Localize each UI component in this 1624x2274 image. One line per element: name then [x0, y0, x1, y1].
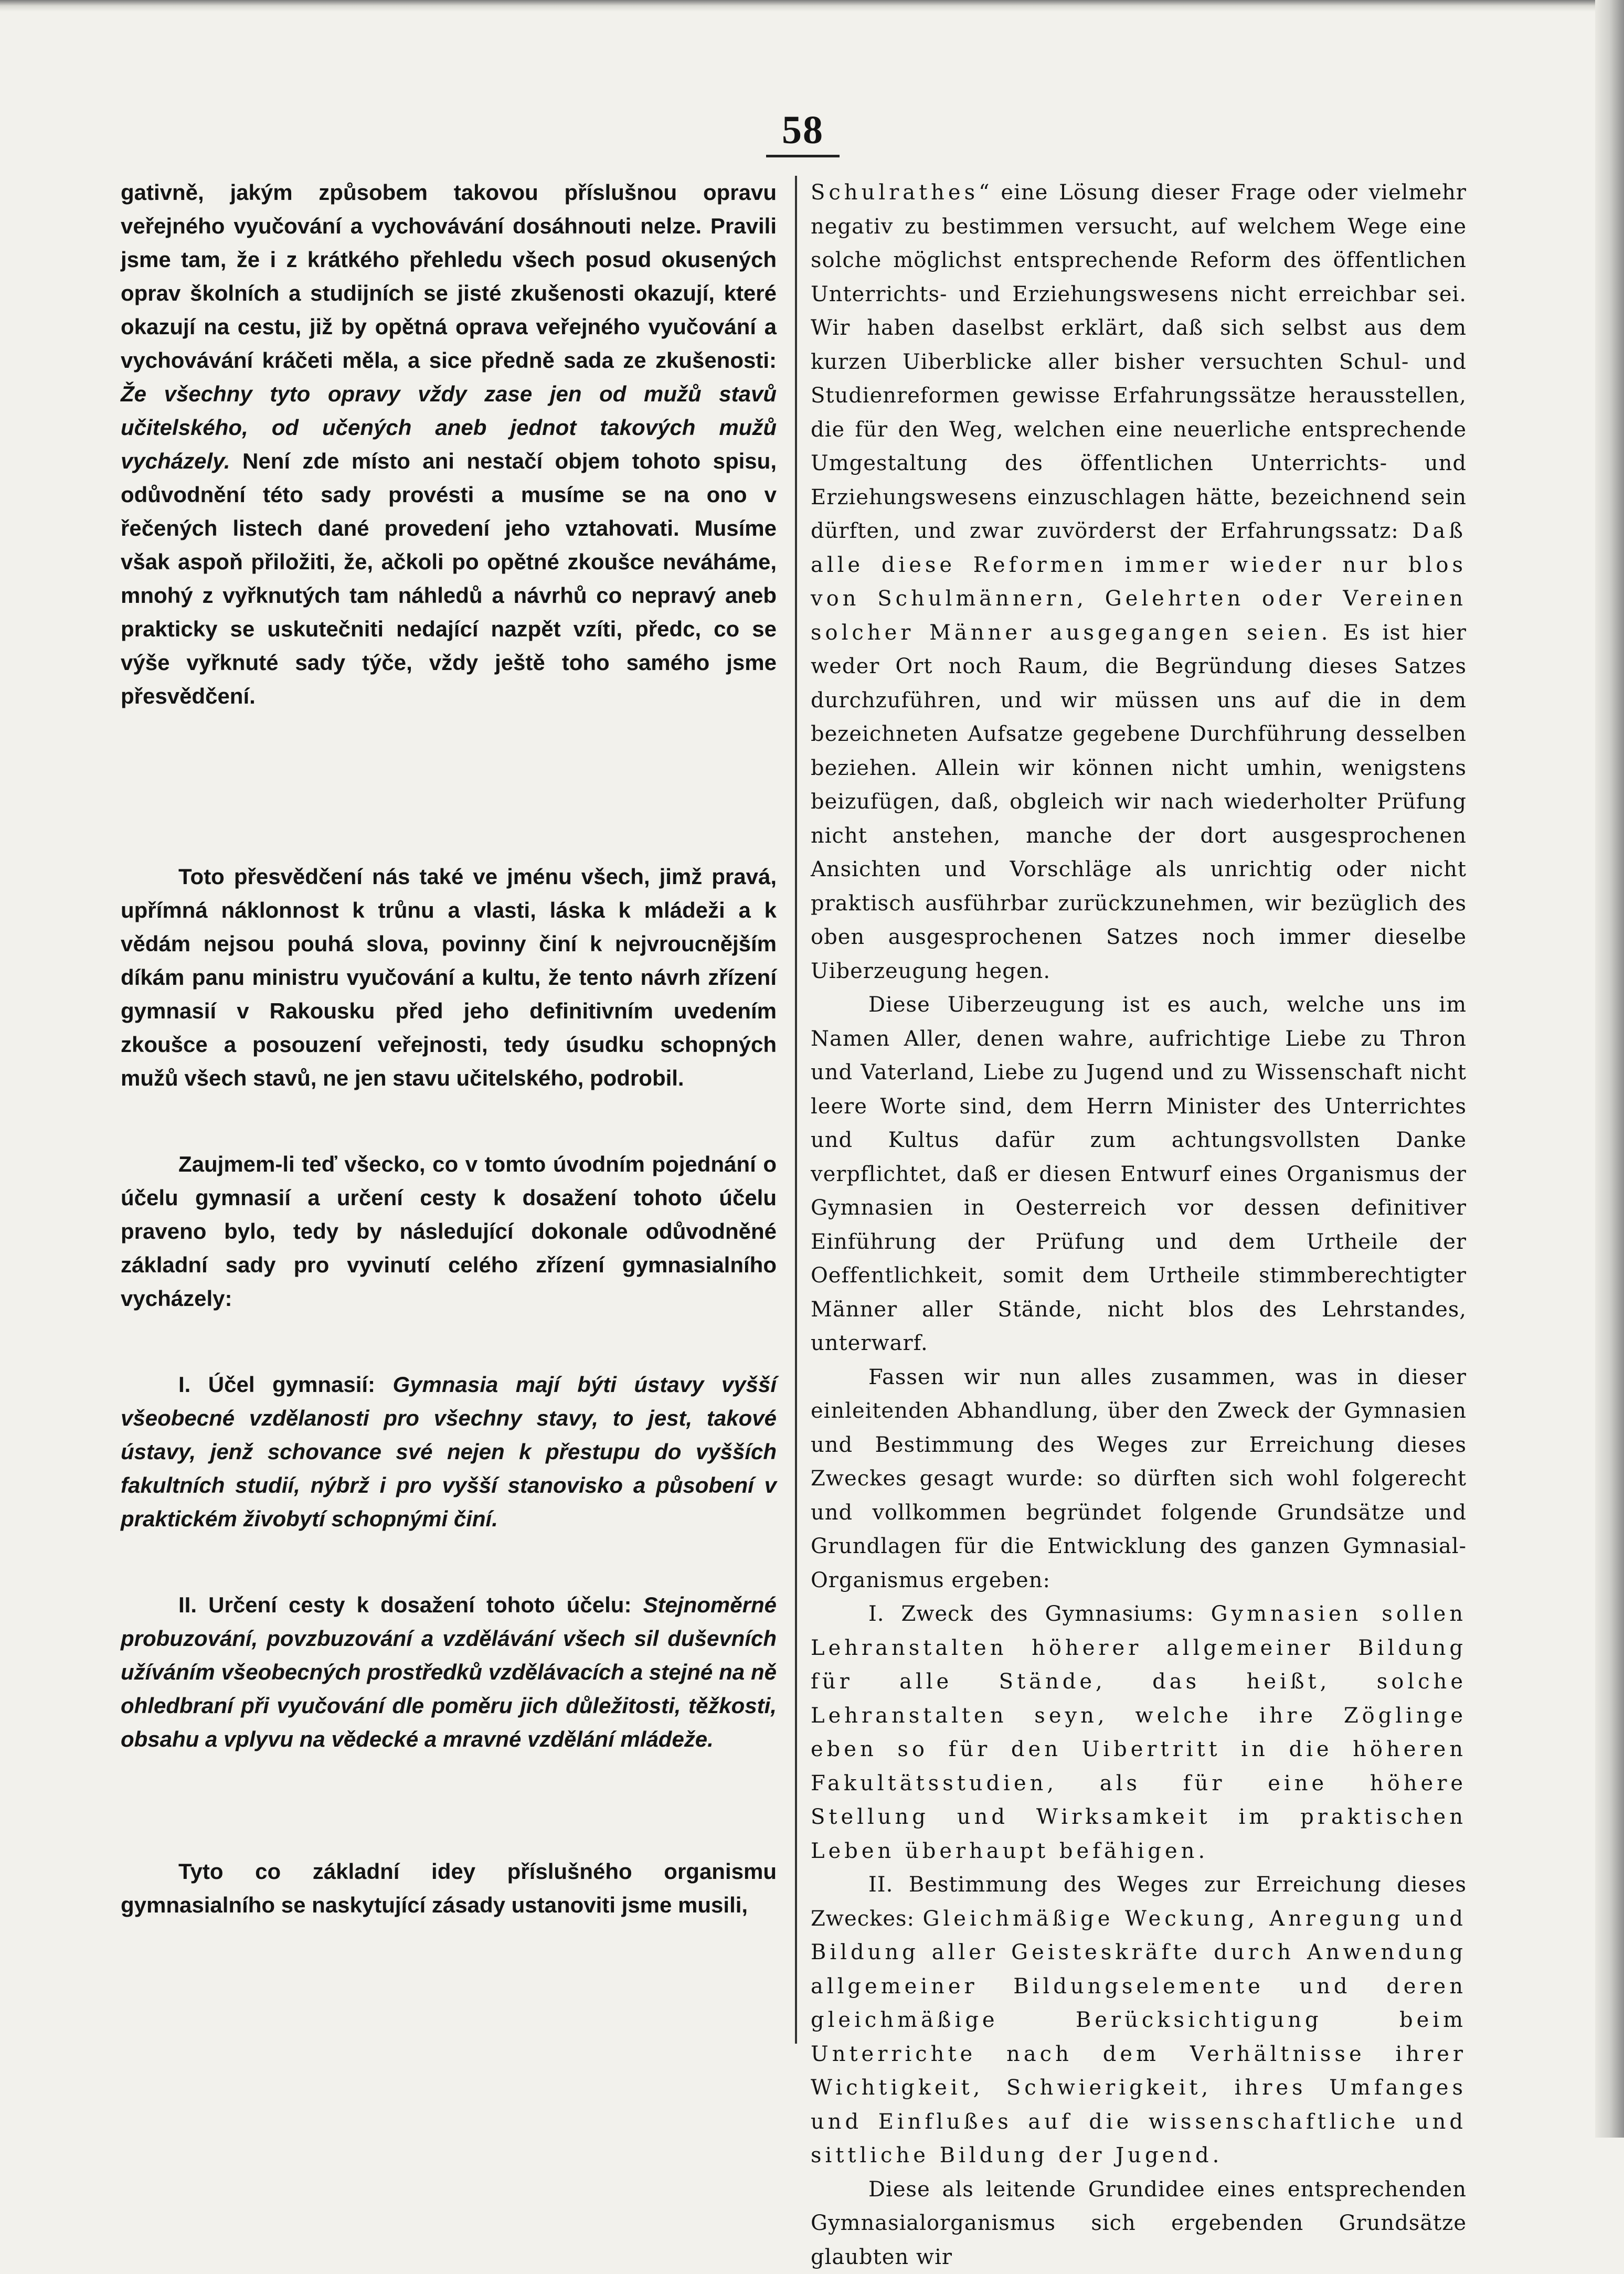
czech-principle-1-heading: I. Účel gymnasií:: [178, 1372, 393, 1397]
czech-p1-rest: Není zde místo ani nestačí objem tohoto spisu, odůvodnění této sady provésti a musíme se na ono v řečených listech dané provedení jeho vztahovati. Musíme však aspoň přiložiti, že, ačkoli po opětné zkoušce neváháme, mnohý z vyřknutých tam náhledů a návrhů co nepravý aneb prakticky se uskutečniti nedající nazpět vzíti, předc, co se výše vyřknuté sady týče, vždy ještě toho samého jsme přesvědčení.: [121, 449, 777, 708]
page-number: 58: [750, 108, 855, 153]
german-principle-2-text: Gleichmäßige Weckung, Anregung und Bildung aller Geisteskräfte durch Anwendung allgemeiner Bildungselemente und deren gleichmäßige Berücksichtigung beim Unterrichte nach dem Verhältnisse ihrer Wichtigkeit, Schwierigkeit, ihres Umfanges und Einflußes auf die wissenschaftliche und sittliche Bildung der Jugend.: [811, 1907, 1467, 2168]
german-principle-1-heading: I. Zweck des Gymnasiums:: [868, 1602, 1211, 1626]
german-paragraph-1: [811, 176, 1467, 988]
czech-paragraph-1: [121, 176, 777, 713]
czech-paragraph-3: Zaujmem-li teď všecko, co v tomto úvodním pojednání o účelu gymnasií a určení cesty k dosažení tohoto účelu praveno bylo, tedy by následující dokonale odůvodněné základní sady pro vyvinutí celého zřízení gymnasialního vycházely:: [121, 1147, 777, 1315]
czech-p1-emphasis: Že všechny tyto opravy vždy zase jen od mužů stavů učitelského, od učených aneb jednot takových mužů vycházely.: [121, 381, 777, 473]
german-paragraph-6: Diese als leitende Grundidee eines entsprechenden Gymnasialorganismus sich ergebenden Grundsätze glaubten wir: [811, 2173, 1467, 2274]
german-paragraph-2: Diese Uiberzeugung ist es auch, welche uns im Namen Aller, denen wahre, aufrichtige Liebe zu Thron und Vaterland, Liebe zu Jugend und zu Wissenschaft nicht leere Worte sind, dem Herrn Minister des Unterrichtes und Kultus dafür zum achtungsvollsten Danke verpflichtet, daß er diesen Entwurf eines Organismus der Gymnasien in Oesterreich vor dessen definitiver Einführung der Prüfung und dem Urtheile der Oeffentlichkeit, somit dem Urtheile stimmberechtigter Männer aller Stände, nicht blos des Lehrstandes, unterwarf.: [811, 988, 1467, 1361]
german-principle-1: [811, 1597, 1467, 1868]
german-paragraph-3: Fassen wir nun alles zusammen, was in dieser einleitenden Abhandlung, über den Zweck der Gymnasien und Bestimmung des Weges zur Erreichung dieses Zweckes gesagt wurde: so dürften sich wohl folgerecht und vollkommen begründet folgende Grundsätze und Grundlagen für die Entwicklung des ganzen Gymnasial-Organismus ergeben:: [811, 1361, 1467, 1598]
scan-right-edge: [1595, 0, 1624, 2138]
german-p1-rest: Es ist hier weder Ort noch Raum, die Begründung dieses Satzes durchzuführen, und wir müssen uns auf die in dem bezeichneten Aufsatze gegebene Durchführung desselben beziehen. Allein wir können nicht umhin, wenigstens beizufügen, daß, obgleich wir nach wiederholter Prüfung nicht anstehen, manche der dort ausgesprochenen Ansichten und Vorschläge als unrichtig oder nicht praktisch ausführbar zurückzunehmen, wir bezüglich des oben ausgesprochenen Satzes noch immer dieselbe Uiberzeugung hegen.: [811, 621, 1467, 983]
german-p1-text: “ eine Lösung dieser Frage oder vielmehr negativ zu bestimmen versucht, auf welchem Wege eine solche möglichst entsprechende Reform des öffentlichen Unterrichts- und Erziehungswesens nicht erreichbar sei. Wir haben daselbst erklärt, daß sich selbst aus dem kurzen Uiberblicke aller bisher versuchten Schul- und Studienreformen gewisse Erfahrungssätze herausstellen, die für den Weg, welchen eine neuerliche entsprechende Umgestaltung des öffentlichen Unterrichts- und Erziehungswesens einzuschlagen hätte, bezeichnend sein dürften, und zwar zuvörderst der Erfahrungssatz:: [811, 180, 1467, 543]
german-principle-2: [811, 1868, 1467, 2173]
scan-top-edge: [0, 0, 1624, 12]
czech-column: [121, 176, 777, 1922]
german-p1-emphasis-2: Daß alle diese Reformen immer wieder nur blos von Schulmännern, Gelehrten oder Vereinen solcher Männer ausgegangen seien.: [811, 519, 1467, 645]
czech-principle-2-heading: II. Určení cesty k dosažení tohoto účelu:: [178, 1592, 643, 1617]
czech-principle-1-text: Gymnasia mají býti ústavy vyšší všeobecné vzdělanosti pro všechny stavy, to jest, takové ústavy, jenž schovance své nejen k přestupu do vyšších fakultních studií, nýbrž i pro vyšší stanovisko a působení v praktickém živobytí schopnými činí.: [121, 1372, 777, 1531]
czech-p1-text: gativně, jakým způsobem takovou příslušnou opravu veřejného vyučování a vychovávání dosáhnouti nelze. Pravili jsme tam, že i z krátkého přehledu všech posud okusených oprav školních a studijních se jisté zkušenosti okazují, které okazují na cestu, již by opětná oprava veřejného vyučování a vychovávání kráčeti měla, a sice předně sada ze zkušenosti:: [121, 180, 777, 373]
header-rule: [766, 155, 840, 157]
german-principle-2-heading: II. Bestimmung des Weges zur Erreichung dieses Zweckes:: [811, 1873, 1467, 1931]
german-column: [811, 176, 1467, 2274]
czech-paragraph-6: Tyto co základní idey příslušného organismu gymnasialního se naskytující zásady ustanoviti jsme musili,: [121, 1855, 777, 1922]
czech-principle-2-text: Stejnoměrné probuzování, povzbuzování a vzdělávání všech sil duševních užíváním všeobecných prostředků vzdělávacích a stejné na ně ohledbraní při vyučování dle poměru jich důležitosti, těžkosti, obsahu a vplyvu na vědecké a mravné vzdělání mládeže.: [121, 1592, 777, 1751]
column-divider: [795, 176, 797, 2044]
german-principle-1-text: Gymnasien sollen Lehranstalten höherer allgemeiner Bildung für alle Stände, das heißt, solche Lehranstalten seyn, welche ihre Zöglinge eben so für den Uibertritt in die höheren Fakultätsstudien, als für eine höhere Stellung und Wirksamkeit im praktischen Leben überhaupt befähigen.: [811, 1602, 1467, 1863]
czech-principle-1: [121, 1368, 777, 1536]
czech-paragraph-2: Toto přesvědčení nás také ve jménu všech, jimž pravá, upřímná náklonnost k trůnu a vlasti, láska k mládeži a k vědám nejsou pouhá slova, povinny činí k nejvroucnějším díkám panu ministru vyučování a kultu, že tento návrh zřízení gymnasií v Rakousku před jeho definitivním uvedením zkoušce a posouzení veřejnosti, tedy úsudku schopných mužů všech stavů, ne jen stavu učitelského, podrobil.: [121, 860, 777, 1095]
german-p1-emphasis: Schulrathes: [811, 180, 979, 205]
czech-principle-2: [121, 1588, 777, 1756]
